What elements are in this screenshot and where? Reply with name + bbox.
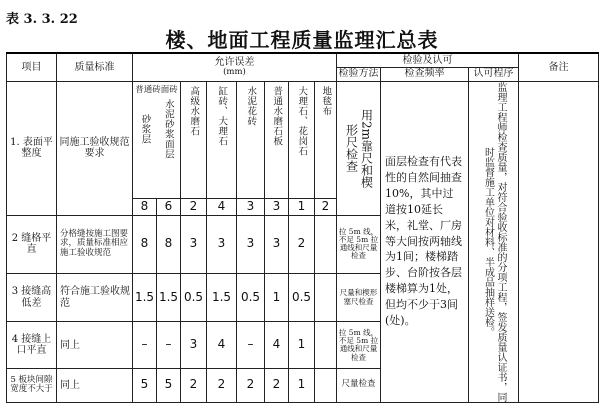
row4-value: 4	[265, 322, 289, 369]
row4-value: –	[237, 322, 265, 369]
col-carpet: 地毯布	[315, 81, 337, 199]
col-cement-tile: 水泥花砖	[237, 81, 265, 199]
row1-value: 2	[315, 199, 337, 215]
row5-value: 2	[207, 369, 237, 402]
row2-value	[315, 215, 337, 273]
row3-value: 0.5	[289, 273, 315, 322]
row2-method: 拉 5m 线，不足 5m 拉通线和尺量检查	[337, 215, 381, 273]
row3-value	[315, 273, 337, 322]
row4-method: 拉 5m 线，不足 5m 拉通线和尺量检查	[337, 322, 381, 369]
row1-value: 6	[157, 199, 181, 215]
row3-value: 1	[265, 273, 289, 322]
col-common-terrazzo-slab: 普通水磨石板	[265, 81, 289, 199]
row2-value: 8	[133, 215, 157, 273]
row2-value: 3	[207, 215, 237, 273]
header-check-method: 检验方法	[338, 68, 379, 80]
row3-value: 0.5	[181, 273, 207, 322]
col-mortar-layer: 砂浆层	[139, 114, 151, 145]
row1-value: 4	[207, 199, 237, 215]
row5-value: 2	[237, 369, 265, 402]
row5-value: 2	[181, 369, 207, 402]
approval-procedure-text: 监理工程师检查质量，对符合验收标准的分项工程，签发质量认证书，同时监督施工单位对材料、半成品抽样送检。	[469, 81, 519, 402]
row4-value: 1	[289, 322, 315, 369]
row3-value: 1.5	[157, 273, 181, 322]
row2-value: 3	[181, 215, 207, 273]
row1-value: 3	[265, 199, 289, 215]
row5-value: 1	[289, 369, 315, 402]
row4-value: –	[157, 322, 181, 369]
row3-item: 3 接缝高低差	[7, 273, 57, 322]
row2-requirement: 分格缝按施工图要求，质量标准相应施工验收规范	[57, 215, 133, 273]
header-check-frequency: 检查频率	[381, 67, 469, 81]
row2-item: 2 缝格平直	[7, 215, 57, 273]
row1-value: 2	[181, 199, 207, 215]
row4-value	[315, 322, 337, 369]
header-requirement: 质量标准	[57, 53, 133, 81]
row1-value: 8	[133, 199, 157, 215]
row5-value: 5	[157, 369, 181, 402]
header-approval-procedure: 认可程序	[469, 67, 519, 81]
row1-requirement: 同施工验收规范要求	[57, 81, 133, 215]
row2-value: 3	[237, 215, 265, 273]
row3-value: 0.5	[237, 273, 265, 322]
row1-value: 1	[289, 199, 315, 215]
remarks-cell	[519, 81, 599, 402]
header-tolerance: 允许误差 (mm)	[133, 53, 337, 81]
row4-requirement: 同上	[57, 322, 133, 369]
col-tile-marble: 缸砖、大理石	[207, 81, 237, 199]
page-title: 楼、地面工程质量监理汇总表	[165, 28, 439, 52]
row5-method: 尺量检查	[337, 369, 381, 402]
header-check-block: 检验及认可	[337, 53, 519, 67]
row3-requirement: 符合施工验收规范	[57, 273, 133, 322]
row5-value: 5	[133, 369, 157, 402]
row5-requirement: 同上	[57, 369, 133, 402]
supervision-summary-table	[6, 52, 599, 403]
row4-item: 4 接缝上口平直	[7, 322, 57, 369]
row4-value: 4	[207, 322, 237, 369]
row1-method: 用2m靠尺和楔形尺检查	[337, 81, 381, 215]
row3-method: 尺量和楔形塞尺检查	[337, 273, 381, 322]
row2-value: 2	[289, 215, 315, 273]
row3-value: 1.5	[133, 273, 157, 322]
row3-value: 1.5	[207, 273, 237, 322]
row5-value: 2	[265, 369, 289, 402]
row2-value: 3	[265, 215, 289, 273]
row4-value: –	[133, 322, 157, 369]
row1-item: 1. 表面平整度	[7, 81, 57, 215]
col-cement-mortar-surface: 水泥砂浆面层	[162, 99, 174, 160]
table-label: 表 3. 3. 22	[6, 12, 78, 27]
check-frequency-text: 面层检查有代表性的自然间抽查10%，其中过道按10延长米，礼堂、厂房等大间按两轴线为1间；楼梯踏步、台阶按各层楼梯算为1处，但均不少于3间(处)。	[381, 81, 469, 402]
row2-value: 8	[157, 215, 181, 273]
col-marble-granite: 大理石、花岗石	[289, 81, 315, 199]
row1-value: 3	[237, 199, 265, 215]
col-high-grade-terrazzo: 高级水磨石	[181, 81, 207, 199]
row5-item: 5 板块间隙宽度不大于	[7, 369, 57, 402]
row5-value	[315, 369, 337, 402]
tolerance-group-common-brick: 普通砖面砖 砂浆层 水泥砂浆面层	[133, 81, 181, 199]
header-remarks: 备注	[519, 53, 599, 81]
header-item: 项目	[7, 53, 57, 81]
row4-value: 3	[181, 322, 207, 369]
